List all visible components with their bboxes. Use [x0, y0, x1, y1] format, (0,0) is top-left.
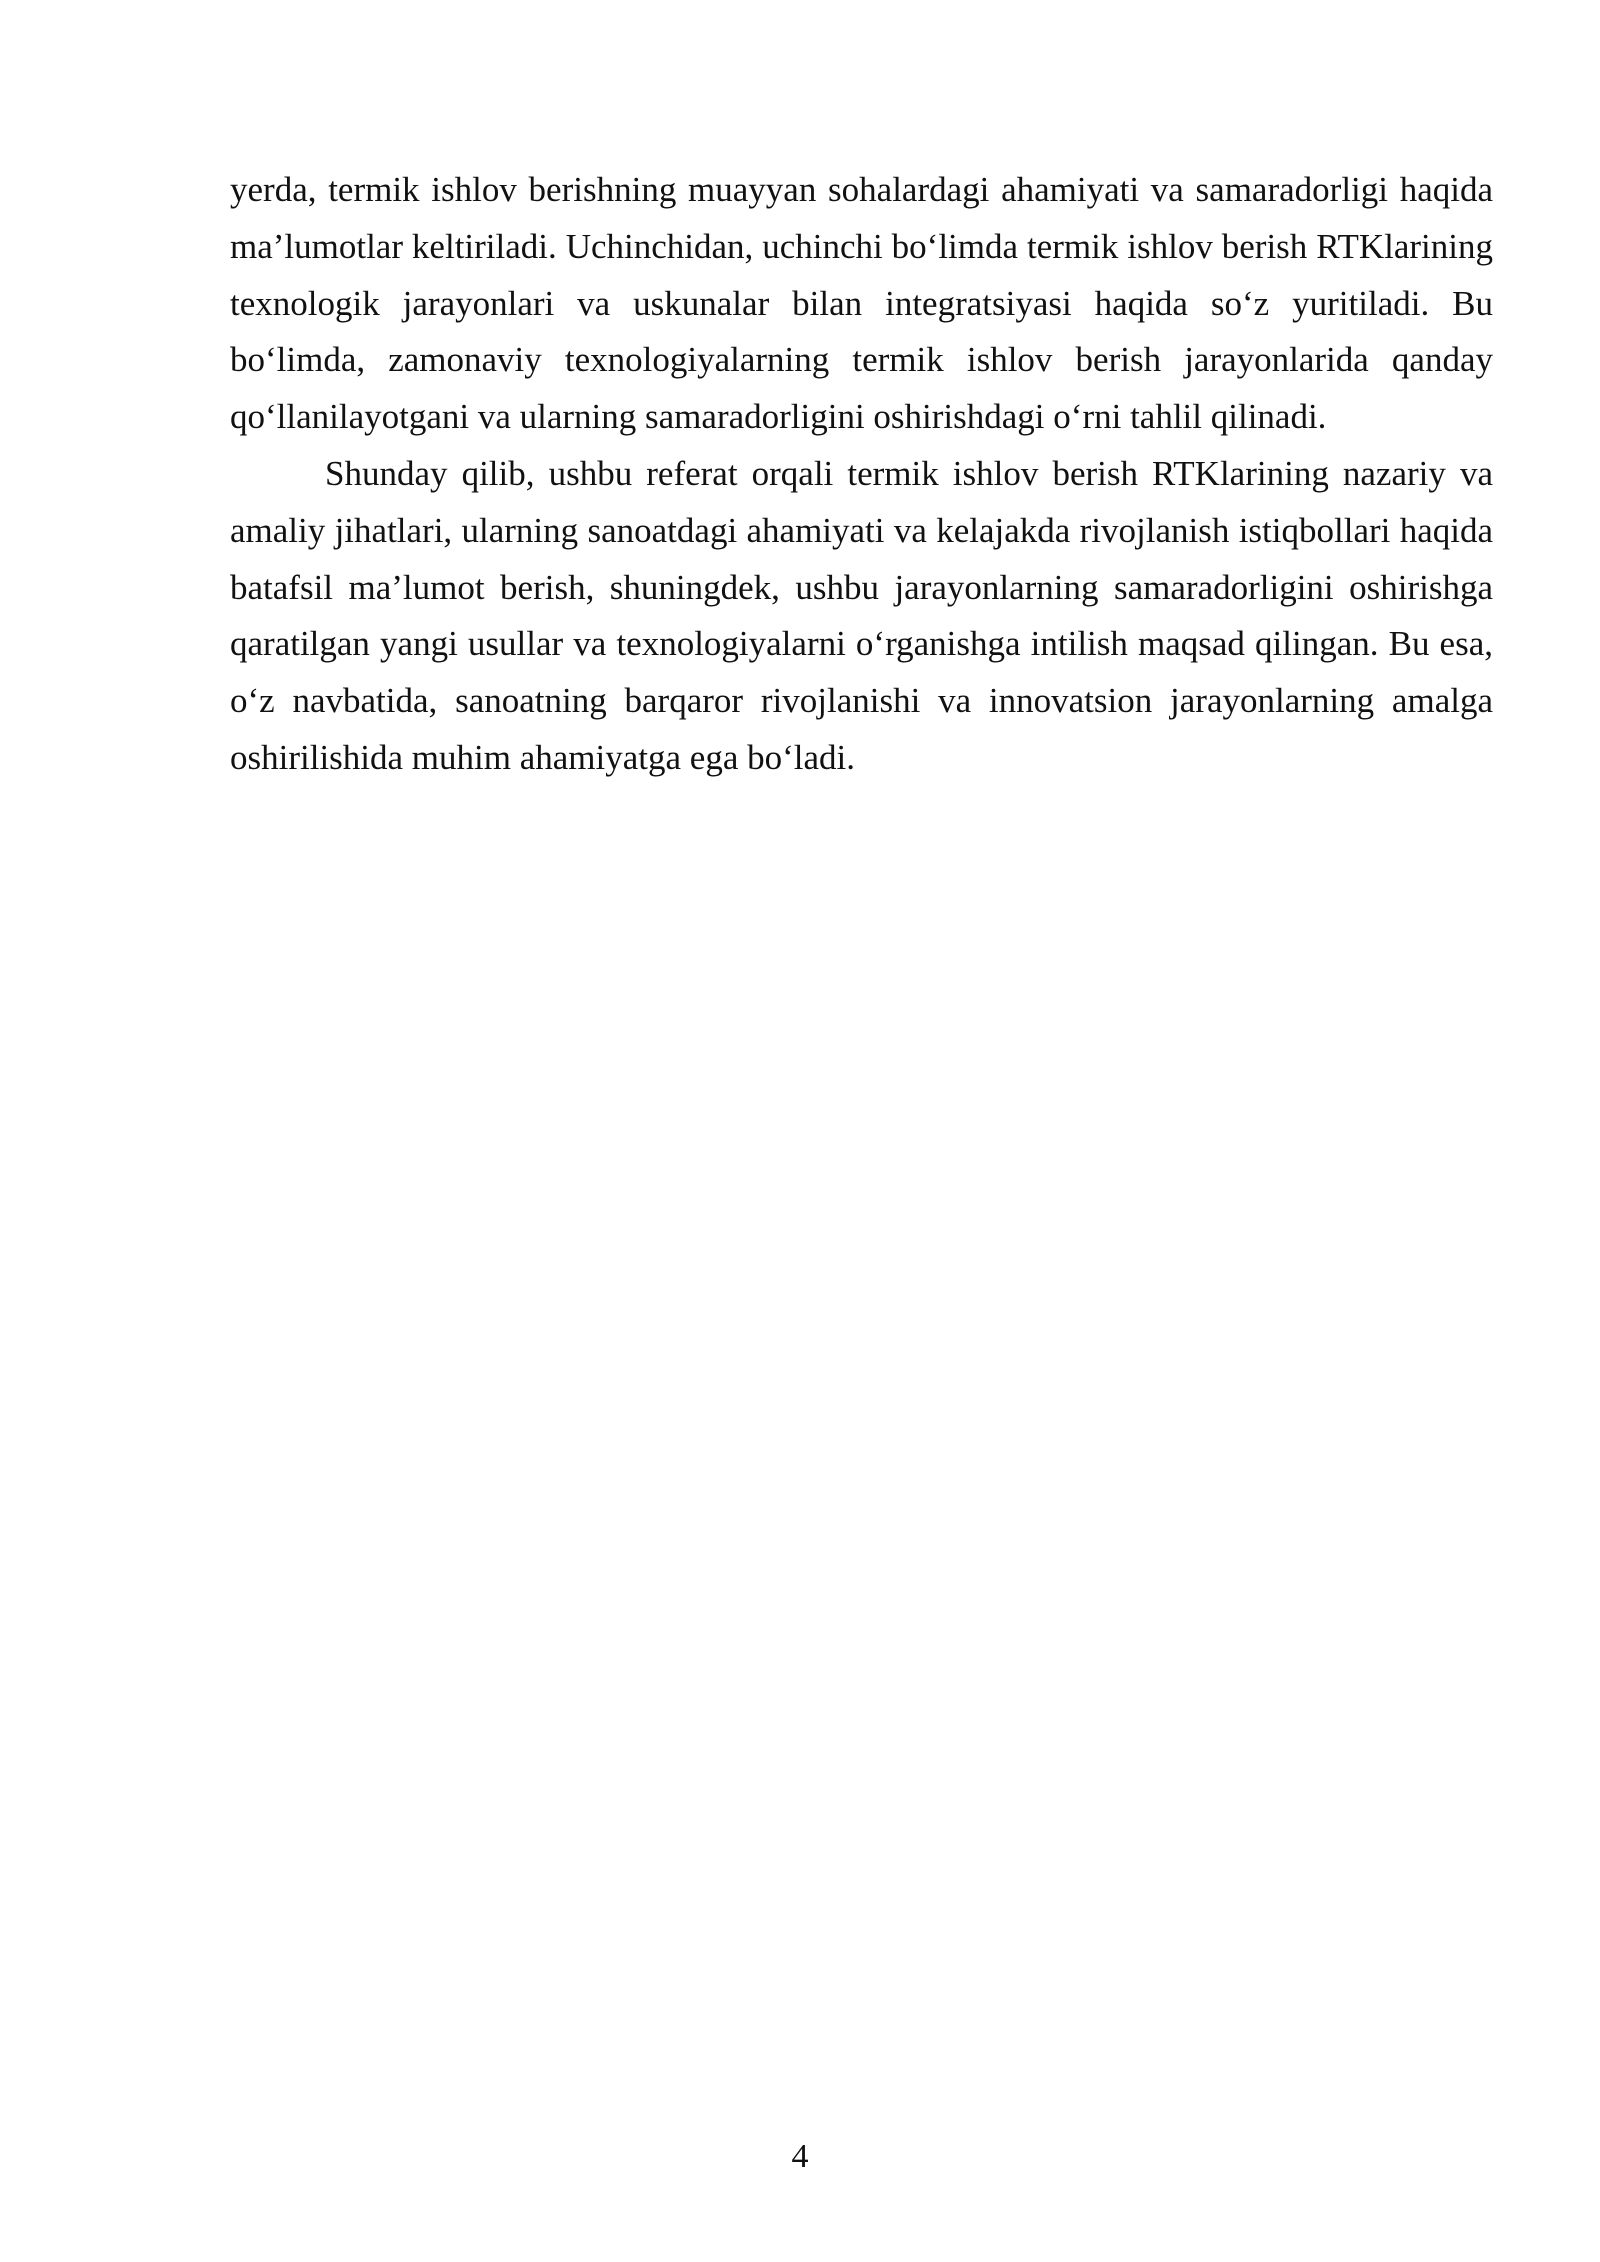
page-number: 4 [791, 2138, 809, 2175]
paragraph-conclusion: Shunday qilib, ushbu referat orqali termik ishlov berish RTKlarining nazariy va amaliy jihatlari, ularning sanoatdagi ahamiyati va kelajakda rivojlanish istiqbollari haqida batafsil ma’lumot berish, shuningdek, ushbu jarayonlarning samaradorligini oshirishga qaratilgan yangi usullar va texnologiyalarni o‘rganishga intilish maqsad qilingan. Bu esa, o‘z navbatida, sanoatning barqaror rivojlanishi va innovatsion jarayonlarning amalga oshirilishida muhim ahamiyatga ega bo‘ladi. [230, 453, 1493, 777]
paragraph-continuation: yerda, termik ishlov berishning muayyan sohalardagi ahamiyati va samaradorligi haqida ma’lumotlar keltiriladi. Uchinchidan, uchinchi bo‘limda termik ishlov berish RTKlarining texnologik jarayonlari va uskunalar bilan integratsiyasi haqida so‘z yuritiladi. Bu bo‘limda, zamonaviy texnologiyalarning termik ishlov berish jarayonlarida qanday qo‘llanilayotgani va ularning samaradorligini oshirishdagi o‘rni tahlil qilinadi. [230, 170, 1493, 437]
body-text [230, 162, 1493, 787]
